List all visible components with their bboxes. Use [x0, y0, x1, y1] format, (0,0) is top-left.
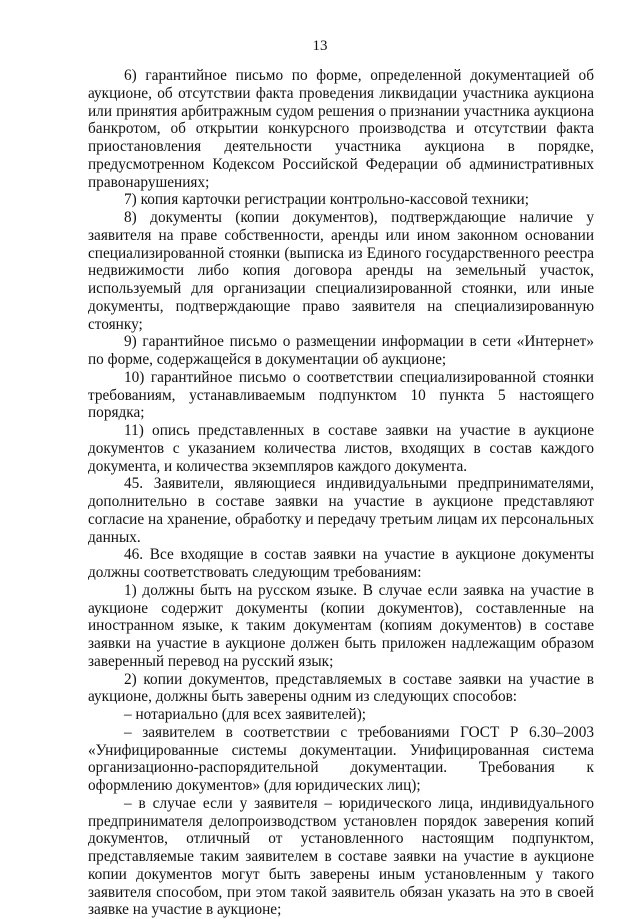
paragraph-item-11: 11) опись представленных в составе заявки на участие в аукционе документов с указанием количества листов, входящих в состав каждого документа, и количества экземпляров каждого документа.: [88, 422, 594, 475]
document-body: [88, 67, 594, 919]
paragraph-item-6: 6) гарантийное письмо по форме, определенной документацией об аукционе, об отсутствии факта проведения ликвидации участника аукциона или принятия арбитражным судом решения о признании участника аукциона банкротом, об открытии конкурсного производства и отсутствии факта приостановления деятельности участника аукциона в порядке, предусмотренном Кодексом Российской Федерации об административных правонарушениях;: [88, 67, 594, 191]
paragraph-item-10: 10) гарантийное письмо о соответствии специализированной стоянки требованиям, устанавливаемым подпунктом 10 пункта 5 настоящего порядка;: [88, 368, 594, 422]
paragraph-method-gost: – заявителем в соответствии с требованиями ГОСТ Р 6.30–2003 «Унифицированные системы документации. Унифицированная система организационно-распорядительной документации. Требования к оформлению документов» (для юридических лиц);: [88, 723, 594, 794]
paragraph-method-other: – в случае если у заявителя – юридического лица, индивидуального предпринимателя делопроизводством установлен порядок заверения копий документов, отличный от установленного настоящим подпунктом, представляемые таким заявителем в составе заявки на участие в аукционе копии документов могут быть заверены иным установленным у такого заявителя способом, при этом такой заявитель обязан указать на это в своей заявке на участие в аукционе;: [88, 794, 594, 919]
paragraph-requirement-2: 2) копии документов, представляемых в составе заявки на участие в аукционе, должны быть заверены одним из следующих способов:: [88, 670, 594, 706]
page-number: 13: [312, 38, 328, 54]
paragraph-section-46: 46. Все входящие в состав заявки на участие в аукционе документы должны соответствовать следующим требованиям:: [88, 546, 594, 581]
paragraph-section-45: 45. Заявители, являющиеся индивидуальными предпринимателями, дополнительно в составе заявки на участие в аукционе представляют согласие на хранение, обработку и передачу третьим лицам их персональных данных.: [88, 475, 594, 546]
paragraph-requirement-1: 1) должны быть на русском языке. В случае если заявка на участие в аукционе содержит документы (копии документов), составленные на иностранном языке, к таким документам (копиям документов) в составе заявки на участие в аукционе должен быть приложен надлежащим образом заверенный перевод на русский язык;: [88, 581, 594, 670]
paragraph-item-9: 9) гарантийное письмо о размещении информации в сети «Интернет» по форме, содержащейся в документации об аукционе;: [88, 333, 594, 368]
paragraph-item-8: 8) документы (копии документов), подтверждающие наличие у заявителя на праве собственности, аренды или ином законном основании специализированной стоянки (выписка из Единого государственного реестра недвижимости либо копия договора аренды на земельный участок, используемый для организации специализированной стоянки, или иные документы, подтверждающие право заявителя на специализированную стоянку;: [88, 209, 594, 333]
paragraph-method-notary: – нотариально (для всех заявителей);: [124, 706, 367, 723]
paragraph-item-7: 7) копия карточки регистрации контрольно-кассовой техники;: [124, 191, 529, 209]
